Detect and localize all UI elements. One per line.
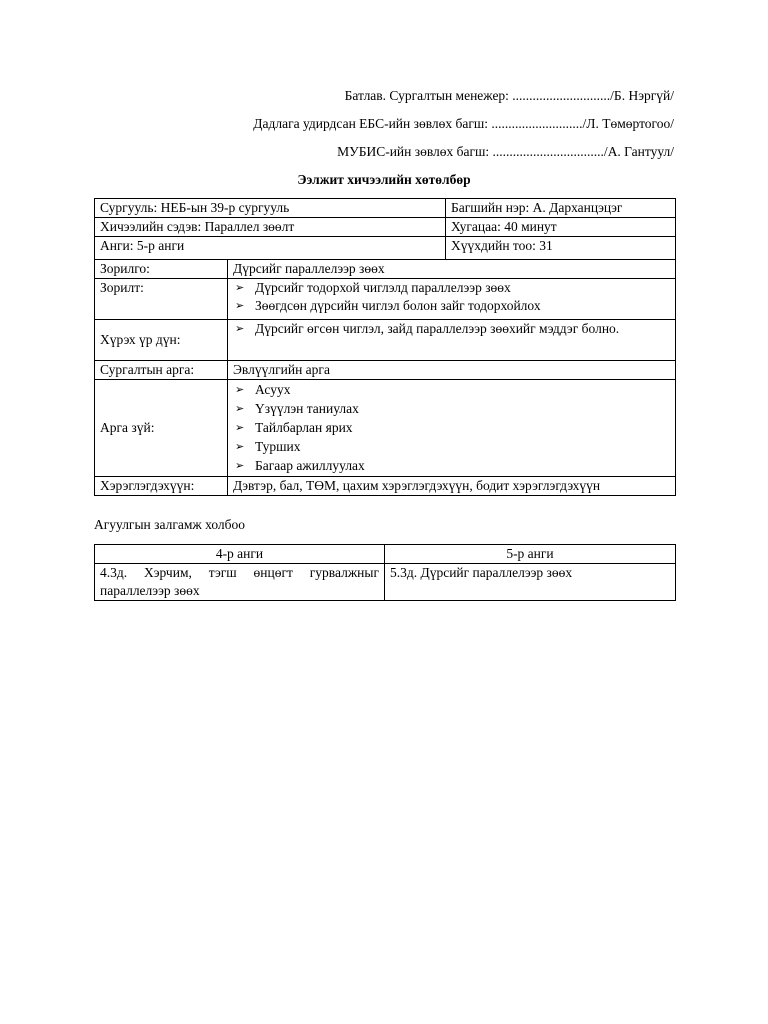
grade5-header: 5-р анги	[385, 545, 676, 564]
techniques-cell	[228, 380, 676, 477]
table-row	[95, 260, 676, 279]
document-title: Ээлжит хичээлийн хөтөлбөр	[297, 172, 471, 187]
topic-cell: Хичээлийн сэдэв: Параллел зөөлт	[95, 218, 446, 237]
outcome-cell	[228, 320, 676, 361]
table-row	[95, 477, 676, 496]
approval-line-university-advisor: МУБИС-ийн зөвлөх багш: ................................./А. Гантуул/	[337, 144, 674, 159]
arrow-bullet-icon: ➢	[235, 402, 245, 415]
grade4-header: 4-р анги	[95, 545, 385, 564]
list-item: ➢ Дүрсийг тодорхой чиглэлд параллелээр зөөх	[235, 280, 511, 295]
method-value: Эвлүүлгийн арга	[228, 361, 676, 380]
list-item: ➢ Тайлбарлан ярих	[235, 420, 353, 435]
objectives-label: Зорилт:	[95, 279, 228, 320]
grade-cell: Анги: 5-р анги	[95, 237, 446, 260]
table-row	[95, 237, 676, 260]
materials-value: Дэвтэр, бал, ТӨМ, цахим хэрэглэгдэхүүн, бодит хэрэглэгдэхүүн	[228, 477, 676, 496]
arrow-bullet-icon: ➢	[235, 281, 245, 294]
grade4-content: 4.3д. Хэрчим, тэгш өнцөгт гурвалжныг параллелээр зөөх	[95, 564, 385, 601]
list-item: ➢ Зөөгдсөн дүрсийн чиглэл болон зайг тодорхойлох	[235, 298, 541, 313]
table-row	[95, 320, 676, 361]
arrow-bullet-icon: ➢	[235, 322, 245, 335]
continuity-heading: Агуулгын залгамж холбоо	[94, 517, 246, 532]
list-item: ➢ Турших	[235, 439, 301, 454]
list-item: ➢ Үзүүлэн таниулах	[235, 401, 359, 416]
table-row	[95, 545, 676, 564]
grade5-content: 5.3д. Дүрсийг параллелээр зөөх	[385, 564, 676, 601]
techniques-label: Арга зүй:	[95, 380, 228, 477]
list-item: ➢ Багаар ажиллуулах	[235, 458, 365, 473]
goal-label: Зорилго:	[95, 260, 228, 279]
school-cell: Сургууль: НЕБ-ын 39-р сургууль	[95, 199, 446, 218]
materials-label: Хэрэглэгдэхүүн:	[95, 477, 228, 496]
approval-line-manager: Батлав. Сургалтын менежер: ............................./Б. Нэргүй/	[344, 88, 674, 103]
arrow-bullet-icon: ➢	[235, 459, 245, 472]
table-row	[95, 564, 676, 601]
continuity-table	[94, 544, 676, 601]
list-item: ➢ Асуух	[235, 382, 291, 397]
arrow-bullet-icon: ➢	[235, 299, 245, 312]
arrow-bullet-icon: ➢	[235, 440, 245, 453]
objectives-cell	[228, 279, 676, 320]
table-row	[95, 380, 676, 477]
outcome-label: Хүрэх үр дүн:	[95, 320, 228, 361]
arrow-bullet-icon: ➢	[235, 383, 245, 396]
duration-cell: Хугацаа: 40 минут	[446, 218, 676, 237]
list-item: ➢ Дүрсийг өгсөн чиглэл, зайд параллелээр зөөхийг мэддэг болно.	[235, 321, 620, 336]
students-cell: Хүүхдийн тоо: 31	[446, 237, 676, 260]
table-row	[95, 361, 676, 380]
approval-line-school-advisor: Дадлага удирдсан ЕБС-ийн зөвлөх багш: .........................../Л. Төмөртогоо/	[253, 116, 674, 131]
table-row	[95, 279, 676, 320]
teacher-cell: Багшийн нэр: А. Дарханцэцэг	[446, 199, 676, 218]
goal-value: Дүрсийг параллелээр зөөх	[228, 260, 676, 279]
method-label: Сургалтын арга:	[95, 361, 228, 380]
lesson-plan-table	[94, 198, 676, 496]
table-row	[95, 218, 676, 237]
arrow-bullet-icon: ➢	[235, 421, 245, 434]
table-row	[95, 199, 676, 218]
